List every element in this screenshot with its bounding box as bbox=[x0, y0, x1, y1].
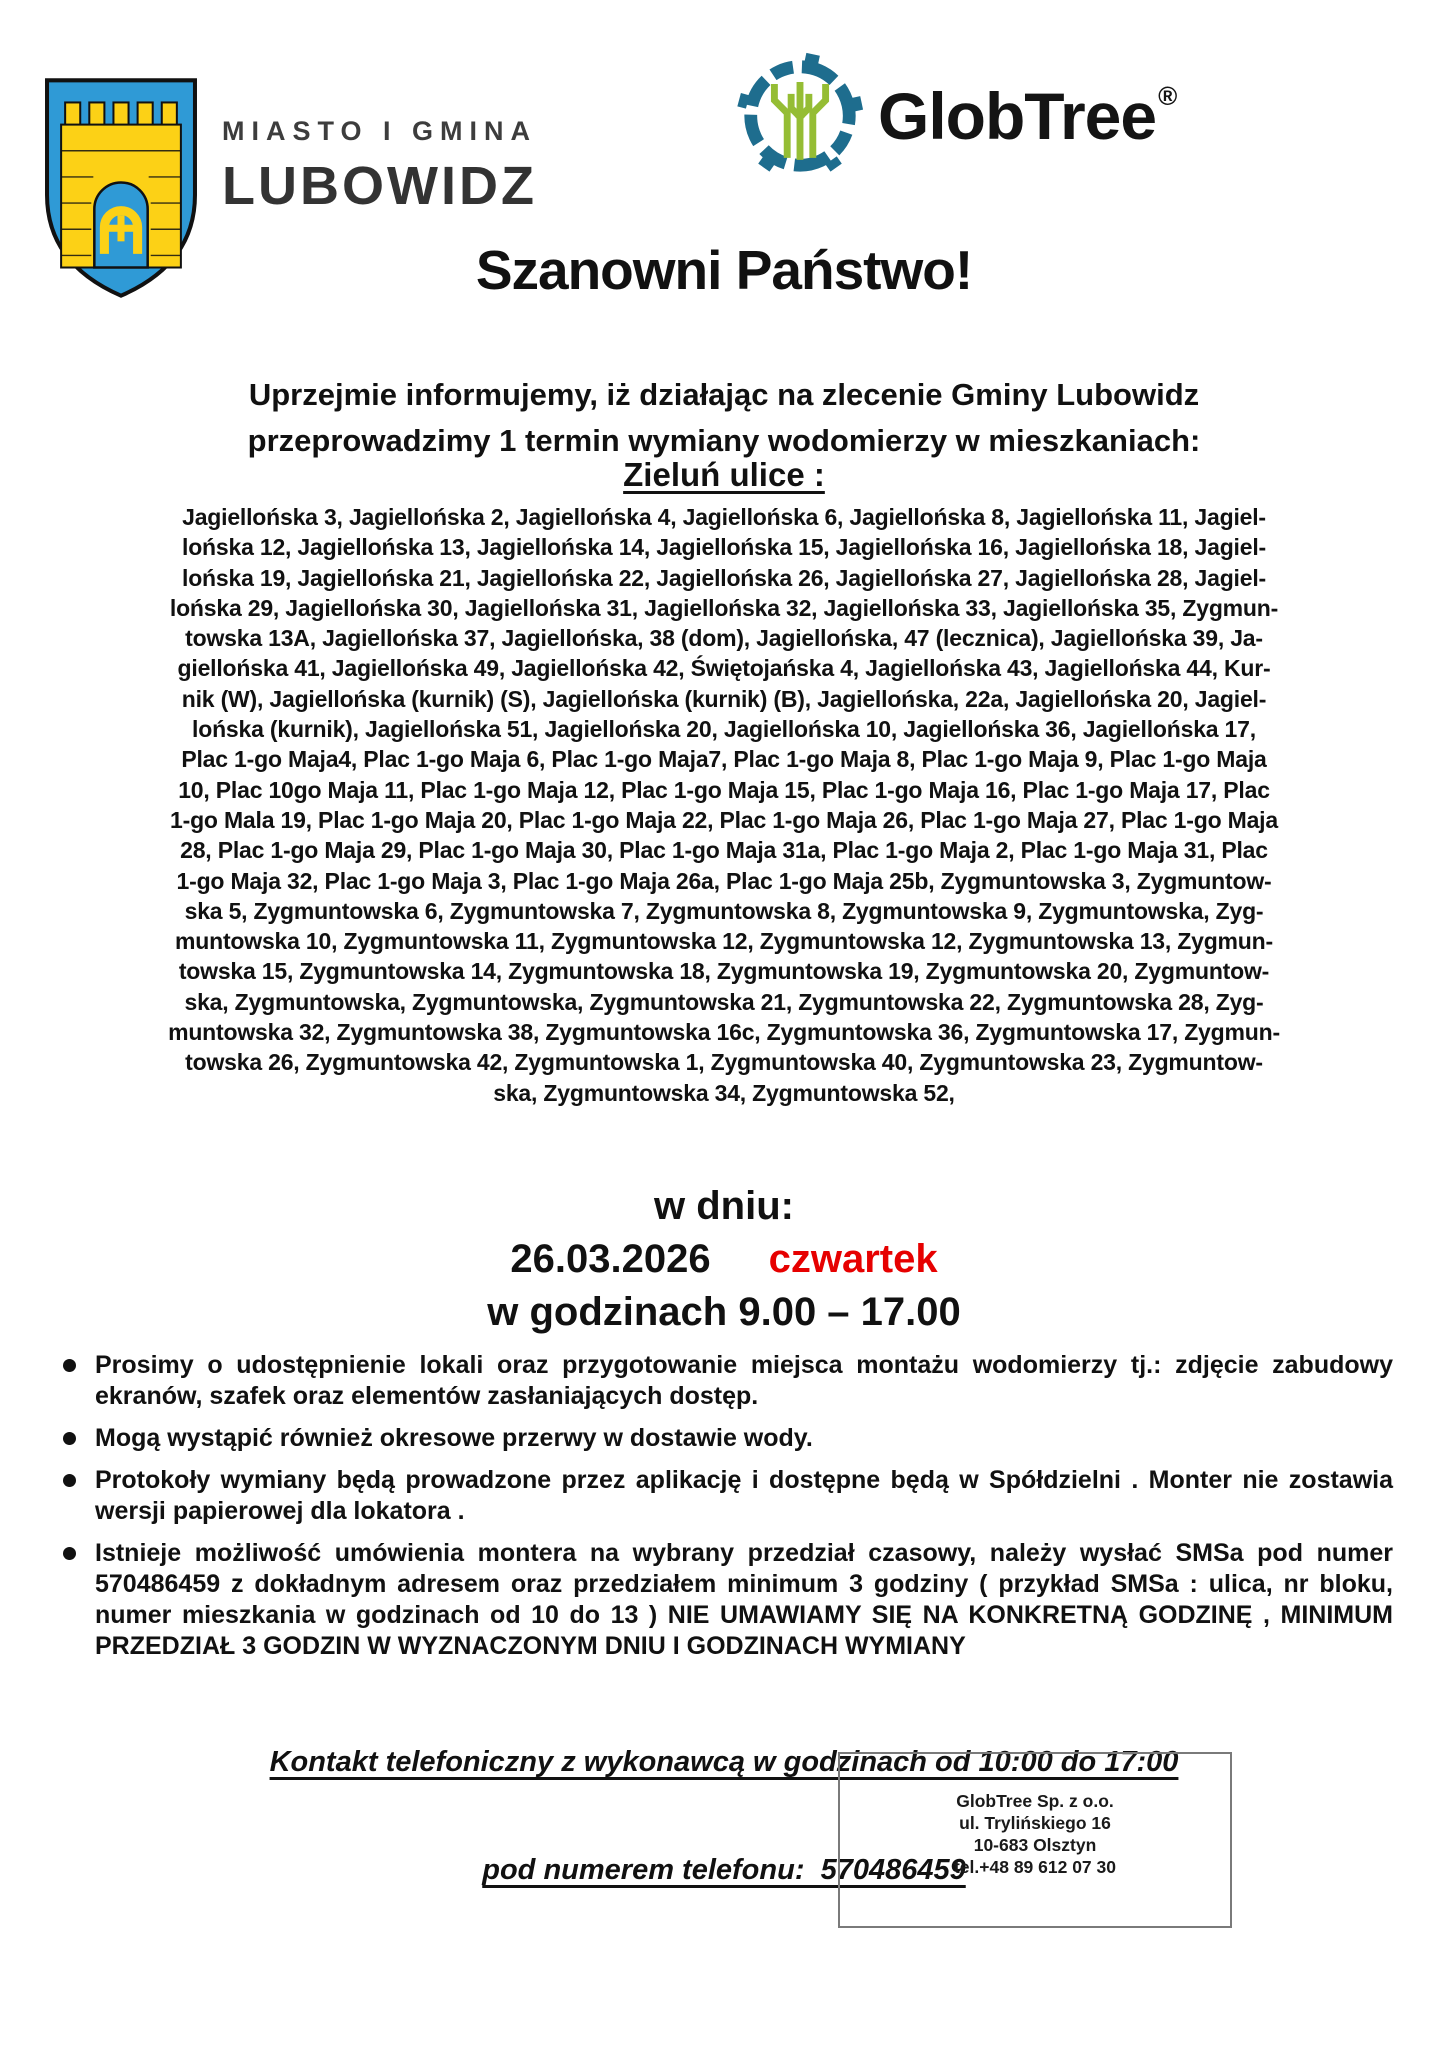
address-line: nik (W), Jagiellońska (kurnik) (S), Jagiellońska (kurnik) (B), Jagiellońska, 22a, Jagiellońska 20, Jagiel- bbox=[181, 685, 1267, 712]
address-line: lońska (kurnik), Jagiellońska 51, Jagiellońska 20, Jagiellońska 10, Jagiellońska 36, Jagiellońska 17, bbox=[192, 716, 1256, 743]
address-line: 28, Plac 1-go Maja 29, Plac 1-go Maja 30, Plac 1-go Maja 31a, Plac 1-go Maja 2, Plac 1-go Maja 31, Plac bbox=[180, 837, 1268, 864]
address-line: giellońska 41, Jagiellońska 49, Jagiellońska 42, Świętojańska 4, Jagiellońska 43, Jagiellońska 44, Kur- bbox=[177, 655, 1271, 682]
address-line: towska 15, Zygmuntowska 14, Zygmuntowska 18, Zygmuntowska 19, Zygmuntowska 20, Zygmuntow- bbox=[178, 958, 1270, 985]
date-line bbox=[0, 1233, 1448, 1286]
address-line: 1-go Maja 32, Plac 1-go Maja 3, Plac 1-go Maja 26a, Plac 1-go Maja 25b, Zygmuntowska 3, Zygmuntow- bbox=[176, 867, 1272, 894]
address-line: lońska 29, Jagiellońska 30, Jagiellońska 31, Jagiellońska 32, Jagiellońska 33, Jagiellońska 35, Zygmun- bbox=[169, 594, 1279, 621]
intro-paragraph bbox=[0, 372, 1448, 464]
address-line: ska, Zygmuntowska 34, Zygmuntowska 52, bbox=[493, 1079, 955, 1106]
company-address-box bbox=[838, 1752, 1232, 1928]
company-address-line: 10-683 Olsztyn bbox=[973, 1835, 1097, 1855]
note-item: Prosimy o udostępnienie lokali oraz przygotowanie miejsca montażu wodomierzy tj.: zdjęcie zabudowy ekranów, szafek oraz elementów zasłaniających dostęp. bbox=[95, 1351, 1393, 1410]
municipality-name: LUBOWIDZ bbox=[222, 156, 537, 216]
street-list-heading: Zieluń ulice : bbox=[623, 456, 825, 493]
hours-line: w godzinach 9.00 – 17.00 bbox=[487, 1290, 961, 1334]
weekday-value: czwartek bbox=[768, 1237, 938, 1281]
address-line: Plac 1-go Maja4, Plac 1-go Maja 6, Plac 1-go Maja7, Plac 1-go Maja 8, Plac 1-go Maja 9, Plac 1-go Maja bbox=[181, 746, 1267, 773]
address-line: ska 5, Zygmuntowska 6, Zygmuntowska 7, Zygmuntowska 8, Zygmuntowska 9, Zygmuntowska, Zyg- bbox=[184, 897, 1264, 924]
address-line: ska, Zygmuntowska, Zygmuntowska, Zygmuntowska 21, Zygmuntowska 22, Zygmuntowska 28, Zyg- bbox=[184, 988, 1264, 1015]
note-item: Protokoły wymiany będą prowadzone przez aplikację i dostępne będą w Spółdzielni . Monter nie zostawia wersji papierowej dla lokatora . bbox=[95, 1466, 1393, 1525]
contact-line-2: pod numerem telefonu: 570486459 bbox=[482, 1854, 966, 1886]
globtree-wordmark: GlobTree® bbox=[878, 79, 1177, 153]
address-line: lońska 19, Jagiellońska 21, Jagiellońska 22, Jagiellońska 26, Jagiellońska 27, Jagiellońska 28, Jagiel- bbox=[182, 564, 1266, 591]
company-address-line: ul. Trylińskiego 16 bbox=[959, 1813, 1111, 1833]
date-label: w dniu: bbox=[654, 1184, 794, 1228]
intro-line-1: Uprzejmie informujemy, iż działając na zlecenie Gminy Lubowidz bbox=[248, 377, 1200, 412]
address-line: towska 13A, Jagiellońska 37, Jagiellońska, 38 (dom), Jagiellońska, 47 (lecznica), Jagiellońska 39, Ja- bbox=[185, 625, 1263, 652]
note-item: Mogą wystąpić również okresowe przerwy w dostawie wody. bbox=[95, 1423, 1393, 1454]
globtree-logo bbox=[736, 52, 1176, 180]
intro-line-2: przeprowadzimy 1 termin wymiany wodomierzy w mieszkaniach: bbox=[247, 423, 1201, 458]
municipality-type-label: MIASTO I GMINA bbox=[222, 116, 538, 146]
note-item: Istnieje możliwość umówienia montera na wybrany przedział czasowy, należy wysłać SMSa pod numer 570486459 z dokładnym adresem oraz przedziałem minimum 3 godziny ( przykład SMSa : ulica, nr bloku, numer mieszkania w godzinach od 10 do 13 ) NIE UMAWIAMY SIĘ NA KONKRETNĄ GODZINĘ , MINIMUM PRZEDZIAŁ 3 GODZIN W WYZNACZONYM DNIU I GODZINACH WYMIANY bbox=[95, 1539, 1393, 1660]
company-address-line: tel.+48 89 612 07 30 bbox=[953, 1857, 1116, 1877]
address-line: lońska 12, Jagiellońska 13, Jagiellońska 14, Jagiellońska 15, Jagiellońska 16, Jagiellońska 18, Jagiel- bbox=[182, 534, 1266, 561]
address-list bbox=[0, 502, 1448, 1108]
page-title: Szanowni Państwo! bbox=[475, 239, 973, 301]
date-value: 26.03.2026 bbox=[510, 1237, 711, 1281]
registered-trademark-symbol: ® bbox=[1158, 81, 1177, 111]
municipality-block bbox=[222, 116, 538, 217]
address-line: towska 26, Zygmuntowska 42, Zygmuntowska 1, Zygmuntowska 40, Zygmuntowska 23, Zygmuntow- bbox=[185, 1049, 1263, 1076]
address-line: muntowska 10, Zygmuntowska 11, Zygmuntowska 12, Zygmuntowska 12, Zygmuntowska 13, Zygmun- bbox=[175, 928, 1273, 955]
company-address-line: GlobTree Sp. z o.o. bbox=[956, 1791, 1114, 1811]
address-line: 1-go Mala 19, Plac 1-go Maja 20, Plac 1-go Maja 22, Plac 1-go Maja 26, Plac 1-go Maja 27, Plac 1-go Maja bbox=[170, 806, 1278, 833]
schedule-block bbox=[0, 1180, 1448, 1339]
address-line: muntowska 32, Zygmuntowska 38, Zygmuntowska 16c, Zygmuntowska 36, Zygmuntowska 17, Zygmun- bbox=[168, 1019, 1280, 1046]
notes-list bbox=[95, 1350, 1393, 1673]
address-line: 10, Plac 10go Maja 11, Plac 1-go Maja 12, Plac 1-go Maja 15, Plac 1-go Maja 16, Plac 1-go Maja 17, Plac bbox=[178, 776, 1270, 803]
globtree-gear-tree-icon bbox=[736, 52, 864, 180]
contact-line-1: Kontakt telefoniczny z wykonawcą w godzinach od 10:00 do 17:00 bbox=[269, 1746, 1179, 1778]
address-line: Jagiellońska 3, Jagiellońska 2, Jagiellońska 4, Jagiellońska 6, Jagiellońska 8, Jagiellońska 11, Jagiel- bbox=[182, 504, 1266, 530]
